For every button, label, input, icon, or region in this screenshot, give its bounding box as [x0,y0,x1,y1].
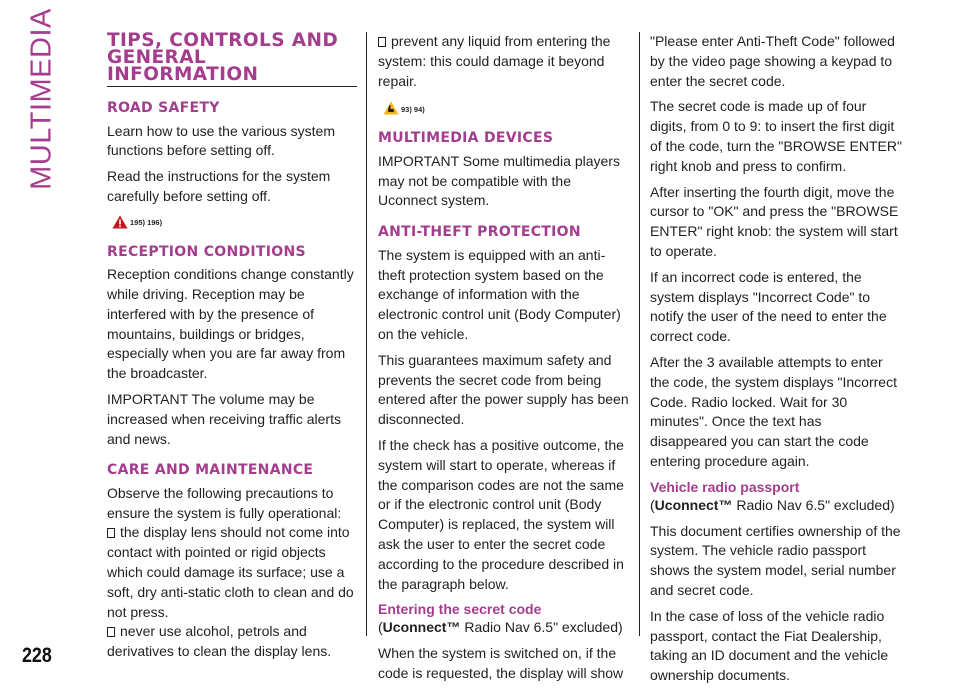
column-1 [107,32,357,662]
warning-triangle-icon [112,215,128,229]
model-note: (Uconnect™ Radio Nav 6.5" excluded) [650,496,895,513]
warning-ref-text: 93) 94) [401,104,425,114]
heading-anti-theft: ANTI-THEFT PROTECTION [378,224,581,241]
paragraph: IMPORTANT Some multimedia players may not be compatible with the Uconnect system. [378,152,620,209]
paragraph: "Please enter Anti-Theft Code" followed by the video page showing a keypad to enter the secret code. [650,33,895,89]
paragraph: After inserting the fourth digit, move the cursor to "OK" and press the "BROWSE ENTER" right knob: the system will start to operate. [650,183,899,259]
bullet-text: never use alcohol, petrols and derivatives to clean the display lens. [107,623,332,660]
warning-ref-text: 195) 196) [130,218,163,228]
paragraph: If an incorrect code is entered, the system displays "Incorrect Code" to notify the user of the need to enter the correct code. [650,268,887,345]
heading-road-safety: ROAD SAFETY [107,100,220,116]
model-note: (Uconnect™ Radio Nav 6.5" excluded) [378,619,623,636]
model-note-bold: Uconnect™ [382,619,461,636]
column-2 [378,32,630,690]
bullet-item [107,523,357,622]
warning-reference [112,213,357,231]
warning-reference [383,99,630,117]
heading-multimedia-devices: MULTIMEDIA DEVICES [378,130,554,147]
paragraph: Read the instructions for the system carefully before setting off. [107,168,331,204]
bullet-text: the display lens should not come into contact with pointed or rigid objects which could damage its surface; use a soft, dry anti-static cloth to clean and do not press. [107,524,354,620]
bullet-box-icon [107,627,115,637]
column-divider-1 [366,32,367,636]
column-3 [650,32,902,692]
model-note-rest: Radio Nav 6.5" excluded) [464,619,623,636]
paragraph: In the case of loss of the vehicle radio passport, contact the Fiat Dealership, taking an ID document and the vehicle ownership documents. [650,607,889,684]
heading-reception-conditions: RECEPTION CONDITIONS [107,243,306,260]
paragraph: The system is equipped with an anti-theft protection system based on the exchange of information with the electronic control unit (Body Computer) on the vehicle. [378,246,621,342]
model-note-bold: Uconnect™ [654,496,733,513]
paragraph: If the check has a positive outcome, the system will start to operate, whereas if the comparison codes are not the same or if the electronic control unit (Body Computer) is replaced, the system will ask the user to enter the secret code according to the procedure described in the paragraph below. [378,436,624,592]
bullet-box-icon [378,37,386,47]
heading-care-maintenance: CARE AND MAINTENANCE [107,462,314,479]
paragraph: Observe the following precautions to ensure the system is fully operational: [107,484,342,521]
page-title: TIPS, CONTROLS AND GENERAL INFORMATION [107,32,357,87]
bullet-text: prevent any liquid from entering the system: this could damage it beyond repair. [378,33,611,89]
paragraph: Learn how to use the various system functions before setting off. [107,122,336,159]
paragraph: This document certifies ownership of the system. The vehicle radio passport shows the system model, serial number and secret code. [650,522,901,598]
warning-hand-icon [383,101,399,115]
subheading-radio-passport: Vehicle radio passport [650,478,800,495]
bullet-item [107,622,357,662]
model-note-rest: Radio Nav 6.5" excluded) [736,496,895,513]
column-divider-2 [639,32,640,636]
paragraph: The secret code is made up of four digits, from 0 to 9: to insert the first digit of the code, turn the "BROWSE ENTER" right knob and press to confirm. [650,98,902,174]
paragraph: After the 3 available attempts to enter the code, the system displays "Incorrect Code. Radio locked. Wait for 30 minutes". Once the text has disappeared you can start the code entering procedure again. [650,353,897,469]
subheading-secret-code: Entering the secret code [378,601,542,618]
bullet-box-icon [107,528,115,538]
section-side-label-text: MULTIMEDIA [25,8,58,190]
paragraph: Reception conditions change constantly while driving. Reception may be interfered with by the presence of mountains, buildings or bridges, especially when you are far away from the broadcaster. [107,266,354,382]
paragraph: IMPORTANT The volume may be increased when receiving traffic alerts and news. [107,390,341,447]
paragraph: When the system is switched on, if the code is requested, the display will show [378,645,624,681]
section-side-label [22,8,62,190]
paragraph: This guarantees maximum safety and prevents the secret code from being entered after the power supply has been disconnected. [378,351,629,428]
page-number: 228 [22,644,52,667]
bullet-item [378,32,630,91]
